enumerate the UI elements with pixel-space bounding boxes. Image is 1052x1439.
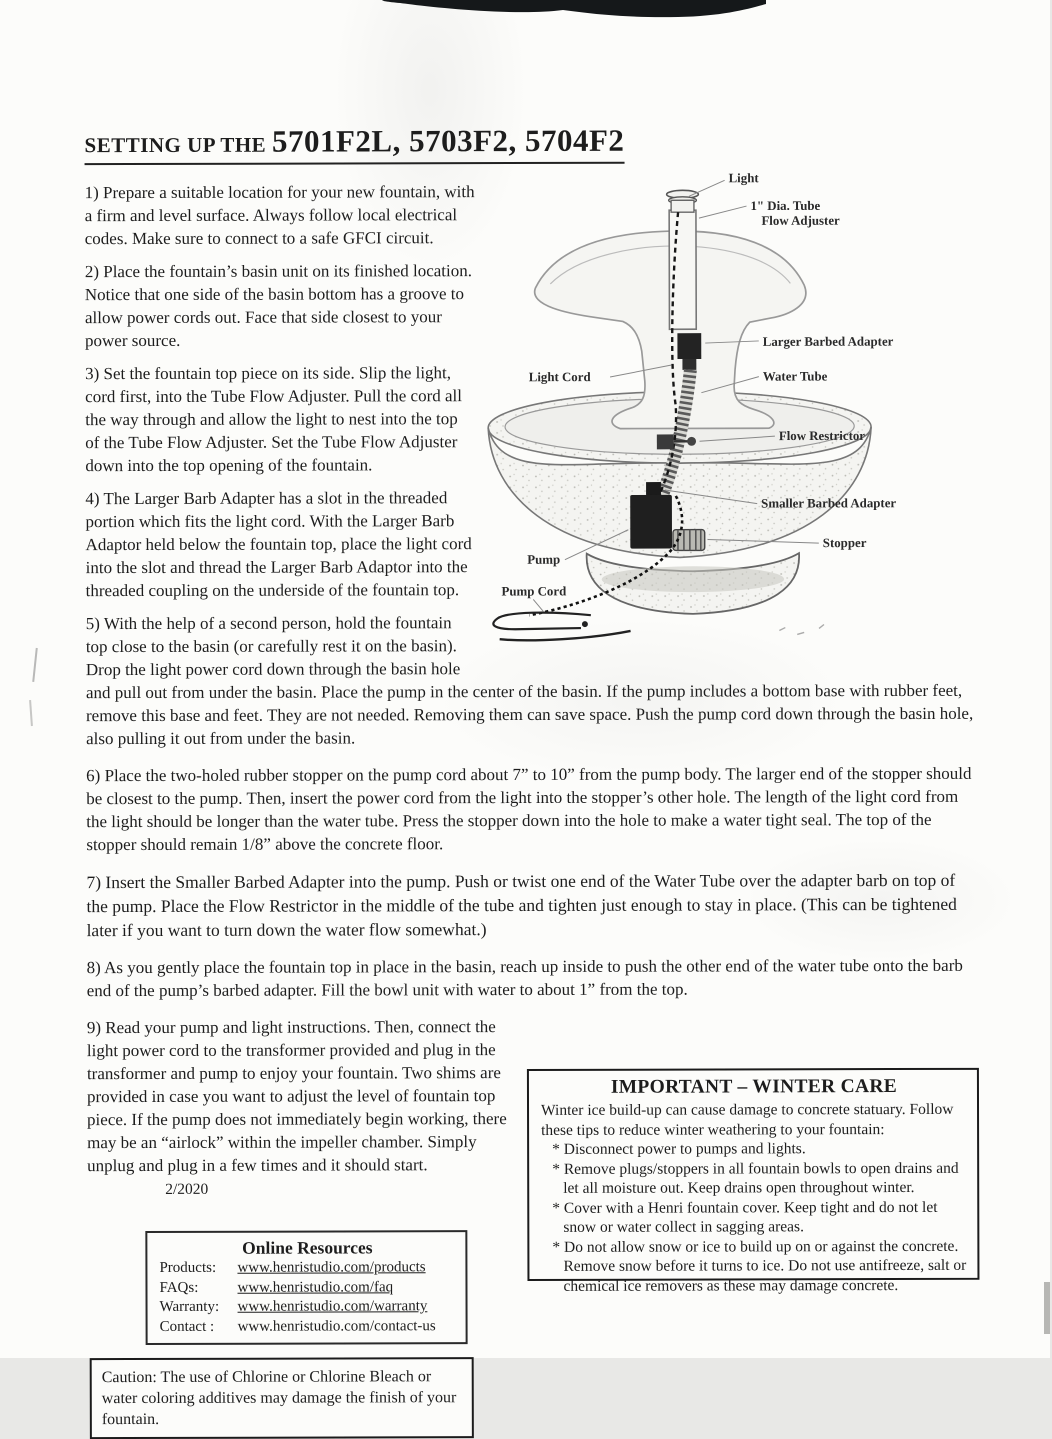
revision-date: 2/2020	[165, 1178, 208, 1201]
caution-box: Caution: The use of Chlorine or Chlorine Bleach or water coloring additives may damage the finish of your fountain.	[90, 1357, 474, 1439]
winter-care-bullet: * Disconnect power to pumps and lights.	[541, 1139, 967, 1160]
step-6: 6) Place the two-holed rubber stopper on the pump cord about 7” to 10” from the pump body. The larger end of the stopper should be closest to the pump. Then, insert the power cord from the light into the stopper’s other hole. The length of the light cord from the light should be longer than the water tube. Press the stopper down into the hole to make a water tight seal. The top of the stopper should remain 1/8” above the concrete floor.	[86, 762, 978, 856]
step-2: 2) Place the fountain’s basin unit on its finished location. Notice that one side of the basin bottom has a groove to allow power cords out. Face that side closest to your power source.	[85, 258, 977, 352]
title-model-numbers: 5701F2L, 5703F2, 5704F2	[272, 123, 625, 159]
resource-url: www.henristudio.com/faq	[237, 1278, 393, 1298]
step-4: 4) The Larger Barb Adapter has a slot in the threaded portion which fits the light cord. With the Larger Barb Adaptor held below the fountain top, place the light cord into the slot and thread the Larger Barb Adaptor into the threaded coupling on the underside of the fountain top.	[85, 485, 977, 602]
step-9-text: 9) Read your pump and light instructions. Then, connect the light power cord to the transformer provided and plug in the transformer and pump to enjoy your fountain. Two shims are provided in case you want to adjust the level of fountain top piece. If the pump does not immediately begin working, there may be an “airlock” within the impeller chamber. Simply unplug and plug in a few times and it should start.	[87, 1017, 507, 1175]
diagram-label-larger-barbed: Larger Barbed Adapter	[763, 335, 894, 349]
diagram-label-light: Light	[729, 171, 760, 185]
resource-label: Warranty:	[160, 1298, 238, 1318]
diagram-base	[587, 553, 800, 614]
title-prefix: SETTING UP THE	[84, 133, 271, 157]
step-3: 3) Set the fountain top piece on its side. Slip the light, cord first, into the Tube Flow Adjuster. Pull the cord all the way through and allow the light to nest into the top of the Tube Flow Adjuster. Set the Tube Flow Adjuster down into the top opening of the fountain.	[85, 360, 977, 477]
diagram-label-flow-adjuster-1: 1" Dia. Tube	[750, 199, 820, 213]
diagram-label-light-cord: Light Cord	[529, 370, 592, 384]
winter-care-intro: Winter ice build-up can cause damage to concrete statuary. Follow these tips to reduce winter weathering to your fountain:	[541, 1100, 967, 1140]
winter-care-bullet: * Remove plugs/stoppers in all fountain bowls to open drains and let all moisture out. Keep drains open throughout winter.	[541, 1158, 967, 1198]
online-resource-row	[159, 1258, 455, 1278]
diagram-label-pump: Pump	[527, 553, 560, 567]
diagram-label-smaller-barbed: Smaller Barbed Adapter	[761, 496, 896, 510]
diagram-label-stopper: Stopper	[823, 536, 867, 550]
online-resources-box	[145, 1230, 467, 1345]
online-resource-row	[159, 1278, 455, 1298]
diagram-pencil-marks	[779, 624, 824, 634]
diagram-label-flow-restrictor: Flow Restrictor	[779, 429, 865, 443]
diagram-label-pump-cord: Pump Cord	[501, 584, 567, 598]
step-1: 1) Prepare a suitable location for your new fountain, with a firm and level surface. Always follow local electrical codes. Make sure to connect to a safe GFCI circuit.	[85, 179, 977, 250]
diagram-pump	[630, 495, 672, 549]
diagram-label-water-tube: Water Tube	[763, 369, 828, 383]
page-title	[84, 121, 976, 165]
step-5: 5) With the help of a second person, hold the fountain top close to the basin (or carefully rest it on the basin). Drop the light power cord down through the basin hole and pull out from under the basin. Place the pump in the center of the basin. If the pump includes a bottom base with rubber feet, remove this base and feet. They are not needed. Removing them can save space. Push the pump cord down through the basin hole, also pulling it out from under the basin.	[86, 610, 978, 750]
resource-label: Contact :	[160, 1317, 238, 1337]
diagram-smaller-barbed-adapter	[646, 482, 661, 496]
step-7: 7) Insert the Smaller Barbed Adapter into the pump. Push or twist one end of the Water Tube over the adapter barb on top of the pump. Place the Flow Restrictor in the middle of the tube and tighten just enough to stay in place. (This can be tightened later if you want to turn down the water flow somewhat.)	[86, 868, 978, 942]
online-resource-row	[160, 1297, 456, 1317]
online-resources-title: Online Resources	[159, 1237, 455, 1259]
winter-care-bullet: * Cover with a Henri fountain cover. Keep tight and do not let snow or water collect in sagging areas.	[541, 1197, 967, 1237]
resource-label: Products:	[159, 1259, 237, 1279]
resource-url: www.henristudio.com/warranty	[238, 1297, 428, 1317]
online-resource-row	[160, 1317, 456, 1337]
winter-care-bullet: * Do not allow snow or ice to build up on or against the concrete. Remove snow before it turns to ice. Do not use antifreeze, salt or chemical ice removers as these may damage concrete.	[541, 1236, 967, 1296]
resource-url: www.henristudio.com/contact-us	[238, 1317, 436, 1337]
winter-care-title: IMPORTANT – WINTER CARE	[541, 1076, 967, 1099]
resource-url: www.henristudio.com/products	[237, 1258, 425, 1278]
winter-care-box	[527, 1068, 980, 1281]
step-8: 8) As you gently place the fountain top in place in the basin, reach up inside to push the other end of the water tube onto the barb end of the pump’s barbed adapter. Fill the bowl unit with water to about 1” from the top.	[87, 954, 979, 1002]
diagram-flow-adjuster-tube	[667, 190, 699, 329]
fountain-diagram	[481, 165, 978, 654]
instructions-body	[85, 179, 980, 1439]
diagram-label-flow-adjuster-2: Flow Adjuster	[761, 214, 840, 228]
resource-label: FAQs:	[159, 1278, 237, 1298]
